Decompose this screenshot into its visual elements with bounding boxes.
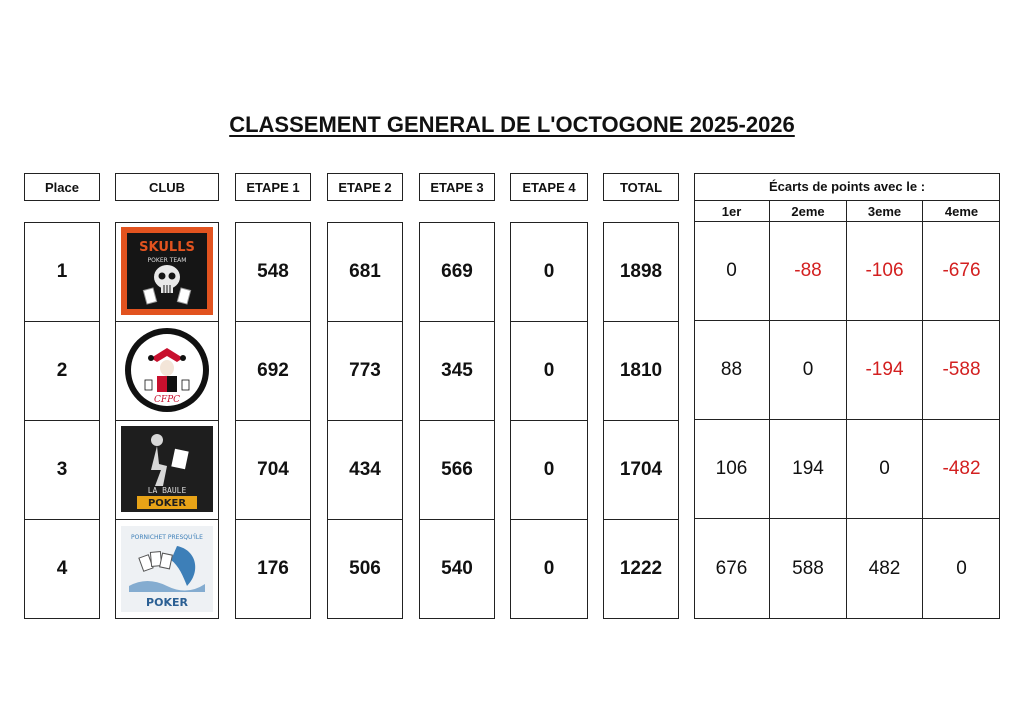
ecart-value: 88 [694, 321, 770, 420]
svg-text:PORNICHET PRESQU'ÎLE: PORNICHET PRESQU'ÎLE [131, 534, 203, 541]
etape4-cell: 0 [510, 222, 588, 322]
ecart-value: 676 [694, 519, 770, 618]
club-logo-cfpc [121, 326, 213, 414]
etape2-cell: 434 [327, 420, 403, 520]
place-cell: 1 [24, 222, 100, 322]
etape2-cell: 773 [327, 321, 403, 421]
ecart-value: 482 [847, 519, 923, 618]
ecart-value: -482 [923, 420, 1000, 519]
etape3-cell: 669 [419, 222, 495, 322]
place-cell: 4 [24, 519, 100, 619]
svg-text:SKULLS: SKULLS [139, 240, 195, 255]
etape1-cell: 548 [235, 222, 311, 322]
ecart-value: 0 [956, 557, 967, 579]
header-etape-1: ETAPE 1 [235, 173, 311, 201]
header-ecart-col: 1er [694, 201, 770, 222]
total-cell: 1704 [603, 420, 679, 520]
svg-text:POKER: POKER [146, 596, 188, 609]
header-club: CLUB [115, 173, 219, 201]
etape1-cell: 176 [235, 519, 311, 619]
club-logo-la-baule-poker [121, 426, 213, 512]
etape1-cell: 704 [235, 420, 311, 520]
ecart-value: -676 [923, 222, 1000, 321]
header-ecart-col: 2eme [770, 201, 847, 222]
club-logo-pornichet-poker [121, 526, 213, 612]
ecart-value: -194 [847, 321, 923, 420]
header-place: Place [24, 173, 100, 201]
club-logo-skulls [121, 227, 213, 315]
ecart-value: -88 [770, 222, 847, 321]
etape3-cell: 345 [419, 321, 495, 421]
svg-text:POKER TEAM: POKER TEAM [147, 257, 187, 264]
etape3-cell: 540 [419, 519, 495, 619]
etape3-cell: 566 [419, 420, 495, 520]
etape4-cell: 0 [510, 321, 588, 421]
svg-text:CFPC: CFPC [153, 395, 181, 405]
ecart-value: 106 [694, 420, 770, 519]
etape1-cell: 692 [235, 321, 311, 421]
header-etape-2: ETAPE 2 [327, 173, 403, 201]
ecart-value: 194 [770, 420, 847, 519]
etape2-cell: 681 [327, 222, 403, 322]
header-etape-3: ETAPE 3 [419, 173, 495, 201]
place-cell: 2 [24, 321, 100, 421]
total-cell: 1898 [603, 222, 679, 322]
total-cell: 1222 [603, 519, 679, 619]
etape2-cell: 506 [327, 519, 403, 619]
header-total: TOTAL [603, 173, 679, 201]
ecart-value: -106 [847, 222, 923, 321]
total-cell: 1810 [603, 321, 679, 421]
ecart-value: -588 [923, 321, 1000, 420]
ecart-value: 0 [694, 222, 770, 321]
place-cell: 3 [24, 420, 100, 520]
svg-text:LA BAULE: LA BAULE [147, 486, 187, 495]
header-ecarts: Écarts de points avec le : [694, 173, 1000, 201]
ecart-value: 0 [847, 420, 923, 519]
svg-text:POKER: POKER [147, 498, 187, 509]
etape4-cell: 0 [510, 420, 588, 520]
etape4-cell: 0 [510, 519, 588, 619]
page-title: CLASSEMENT GENERAL DE L'OCTOGONE 2025-2026 [229, 112, 795, 137]
ecart-value: 0 [770, 321, 847, 420]
header-etape-4: ETAPE 4 [510, 173, 588, 201]
ecart-value: 588 [770, 519, 847, 618]
header-ecart-col: 3eme [847, 201, 923, 222]
header-ecart-col: 4eme [923, 201, 1000, 222]
